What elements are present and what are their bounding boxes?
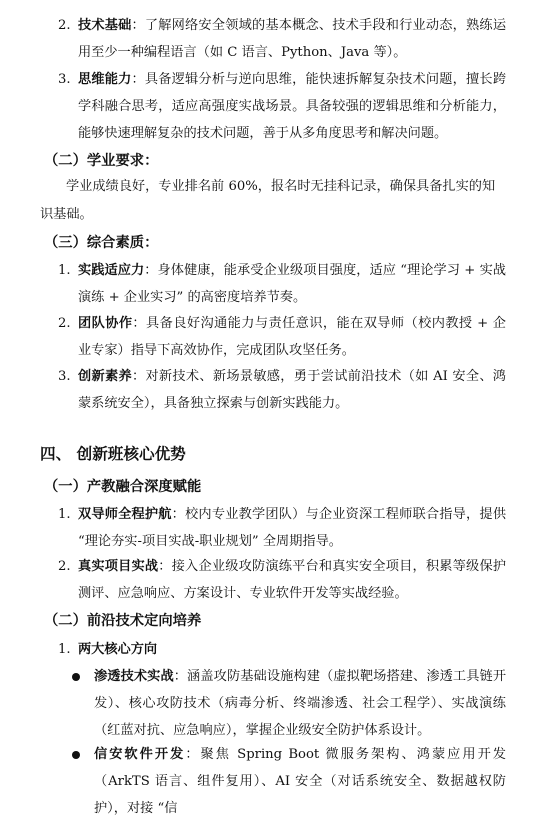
item-title: 技术基础 [78,18,132,33]
list-item [58,553,506,607]
list-item [58,636,506,663]
list-number: 1. [58,507,71,522]
item-title: 两大核心方向 [78,642,158,657]
subsection-heading-industry: （一）产教融合深度赋能 [44,479,202,495]
list-item [58,310,506,364]
list-item [58,66,506,147]
item-text: ：身体健康，能承受企业级项目强度，适应 “理论学习 + 实战演练 + 企业实习” 的高密度培养节奏。 [78,263,506,305]
bullet-item [72,741,506,822]
item-title: 团队协作 [78,316,133,331]
item-title: 实践适应力 [78,263,145,278]
bullet-item [72,663,506,744]
list-item [58,501,506,555]
item-text: ：接入企业级攻防演练平台和真实安全项目，积累等级保护测评、应急响应、方案设计、专业软件开发等实战经验。 [78,559,507,601]
item-text: ：具备良好沟通能力与责任意识，能在双导师（校内教授 + 企业专家）指导下高效协作，完成团队攻坚任务。 [78,316,506,358]
list-item [58,12,506,66]
item-title: 真实项目实战 [78,559,159,574]
section-heading-quality: （三）综合素质： [44,235,159,251]
item-text: ：对新技术、新场景敏感，勇于尝试前沿技术（如 AI 安全、鸿蒙系统安全），具备独立探索与创新实践能力。 [78,369,506,411]
bullet-title: 信安软件开发 [94,747,186,762]
bullet-icon [72,673,80,681]
bullet-text: ：聚焦 Spring Boot 微服务架构、鸿蒙应用开发（ArkTS 语言、组件复用）、AI 安全（对话系统安全、数据越权防护），对接 “信 [94,747,506,816]
list-number: 3. [58,72,71,87]
item-title: 思维能力 [78,72,132,87]
bullet-text: ：涵盖攻防基础设施构建（虚拟靶场搭建、渗透工具链开发）、核心攻防技术（病毒分析、终端渗透、社会工程学）、实战演练（红蓝对抗、应急响应），掌握企业级安全防护体系设计。 [94,669,507,738]
item-title: 创新素养 [78,369,132,384]
list-number: 2. [58,559,71,574]
item-text: ：校内专业教学团队）与企业资深工程师联合指导，提供 “理论夯实-项目实战-职业规划” 全周期指导。 [78,507,507,549]
bullet-title: 渗透技术实战 [94,669,174,684]
list-number: 1. [58,263,71,278]
item-title: 双导师全程护航 [78,507,172,522]
item-text: ：了解网络安全领域的基本概念、技术手段和行业动态，熟练运用至少一种编程语言（如 C 语言、Python、Java 等）。 [78,18,507,60]
subsection-heading-frontier: （二）前沿技术定向培养 [44,613,202,629]
section-heading-advantages: 四、 创新班核心优势 [40,445,186,463]
list-number: 3. [58,369,71,384]
bullet-icon [72,751,80,759]
list-item [58,257,506,311]
academic-paragraph: 学业成绩良好，专业排名前 60%，报名时无挂科记录，确保具备扎实的知识基础。 [40,179,496,222]
list-number: 2. [58,316,71,331]
list-number: 2. [58,18,71,33]
item-text: ：具备逻辑分析与逆向思维，能快速拆解复杂技术问题，擅长跨学科融合思考，适应高强度实战场景。具备较强的逻辑思维和分析能力，能够快速理解复杂的技术问题，善于从多角度思考和解决问题。 [78,72,507,141]
list-number: 1. [58,642,71,657]
section-heading-academic: （二）学业要求： [44,153,159,169]
list-item [58,363,506,417]
